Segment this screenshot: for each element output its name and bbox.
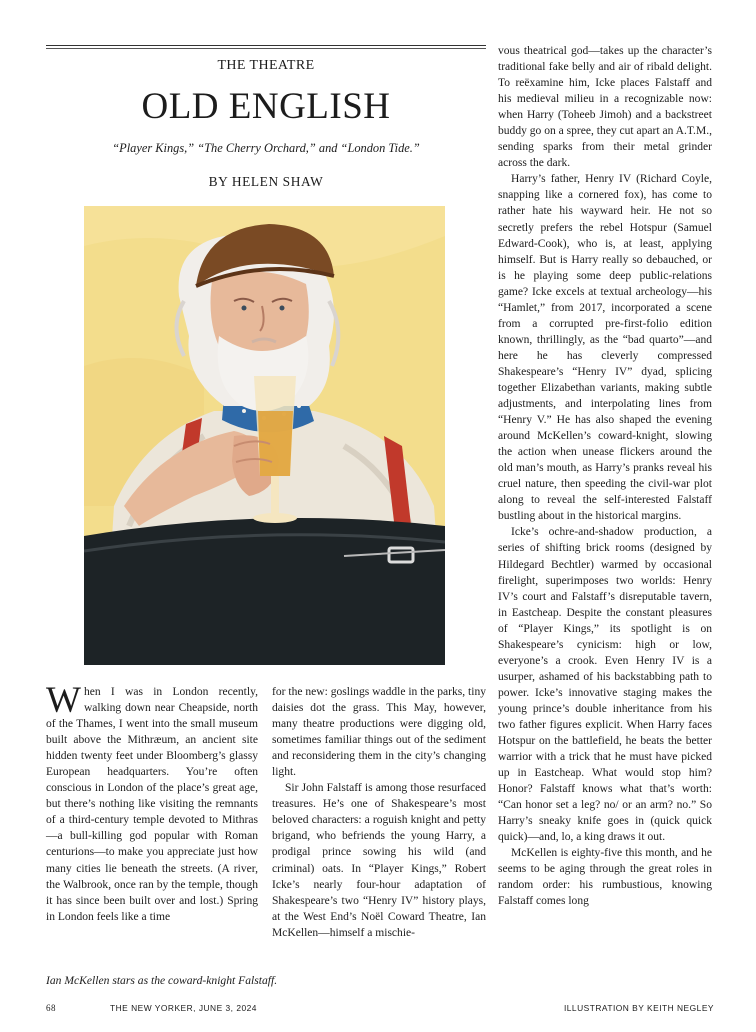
falstaff-illustration: [84, 206, 445, 665]
paragraph: vous theatrical god—takes up the character’s traditional fake belly and air of ribald delight. To reëxamine him, Icke places Falstaff and his medieval milieu in a recognizable now: when Harry (Toheeb Jimoh) and a backstreet buddy go on a spree, they cut apart an A.T.M., sending sparks from their metal grinder across the dark.: [498, 45, 712, 170]
section-rubric: THE THEATRE: [217, 58, 315, 73]
opening-paragraph: [46, 680, 258, 925]
byline: BY HELEN SHAW: [208, 174, 324, 189]
column-1: [46, 680, 258, 925]
illustration-caption: Ian McKellen stars as the coward-knight Falstaff.: [46, 974, 278, 987]
article-title: OLD ENGLISH: [141, 86, 391, 127]
article-dek: “Player Kings,” “The Cherry Orchard,” and “London Tide.”: [112, 141, 420, 155]
drop-cap: W: [46, 680, 81, 721]
paragraph: Harry’s father, Henry IV (Richard Coyle, snapping like a cornered fox), has come to rather hate his wayward heir. He not so secretly prefers the rebel Hotspur (Samuel Edward-Cook), who is, at least, applying himself. But is Harry really so debauched, or is he playing some deep public-relations game? Icke excels at textual archeology—his “Hamlet,” from 2017, incorporated a scene from a corrupted pre-first-folio edition known, thrillingly, as the “bad quarto”—and here he has cleverly compressed Shakespeare’s “Henry IV” dyad, splicing together Elizabethan variants, making subtle adjustments, and interpolating lines from “Henry V.” He has also shaped the evening around McKellen’s coward-knight, slowing the action when unease flickers around the old man’s mouth, as Harry’s pranks reveal his cruel nature, then speeding the civil-war plot along to reveal the self-interested Falstaff bustling about in the historical margins.: [498, 173, 712, 523]
page-number: 68: [46, 1003, 56, 1013]
article-header: [46, 58, 486, 190]
top-rule-thin: [46, 48, 486, 49]
column-3: [498, 43, 712, 910]
paragraph: McKellen is eighty-five this month, and he seems to be aging through the great roles in random order: his rumbustious, knowing Falstaff comes long: [498, 847, 712, 908]
paragraph: Icke’s ochre-and-shadow production, a series of shifting brick rooms (designed by Hildegard Bechtler) warmed by occasional firelight, superimposes two worlds: Henry IV’s court and Falstaff’s disreputable tavern, in Eastcheap. Despite the constant pleasures of “Player Kings,” its spotlight is on Shakespeare’s cynicism: high or low, everyone’s a crook. Even Henry IV is a usurper, ashamed of his backstabbing path to power. Icke’s innovative staging makes the young prince’s double inheritance from his two father figures explicit. When Harry faces Hotspur on the battlefield, he beats the better warrior with a trick that he must have picked up in Eastcheap. What would stop him? Honor? Falstaff knows what that’s worth: “Can honor set a leg? no/ or an arm? no.” So Harry’s sneaky knife goes in (quick quick quick)—and, lo, a king draws it out.: [498, 526, 712, 844]
paragraph-text: hen I was in London recently, walking down near Cheapside, north of the Thames, I went into the small museum built above the Mithræum, an ancient site hidden twenty feet under Bloomberg’s glassy European headquarters. You’re often conscious in London of the place’s great age, but there’s nothing like visiting the remnants of a third-century temple devoted to Mithras—a bull-killing god popular with Roman centurions—to make you appreciate just how many cities lie beneath the streets. (A river, the Walbrook, once ran by the temple, though it has since been built over and lost.) Spring in London feels like a time: [46, 686, 258, 923]
illustration: [84, 206, 445, 665]
paragraph: for the new: goslings waddle in the parks, tiny daisies dot the grass. This May, however, many theatre productions were digging old, sometimes familiar things out of the sediment and reconsidering them in the city’s changing light.: [272, 686, 486, 779]
top-rule: [46, 45, 486, 46]
magazine-folio: THE NEW YORKER, JUNE 3, 2024: [110, 1003, 257, 1013]
illustration-credit: ILLUSTRATION BY KEITH NEGLEY: [563, 1003, 714, 1013]
paragraph: Sir John Falstaff is among those resurfaced treasures. He’s one of Shakespeare’s most beloved characters: a roguish knight and petty brigand, who befriends the young Harry, a prodigal prince sowing his wild (and criminal) oats. In “Player Kings,” Robert Icke’s nearly four-hour adaptation of Shakespeare’s two “Henry IV” history plays, at the West End’s Noël Coward Theatre, Ian McKellen—himself a mischie-: [272, 782, 486, 939]
column-2: [272, 684, 486, 941]
